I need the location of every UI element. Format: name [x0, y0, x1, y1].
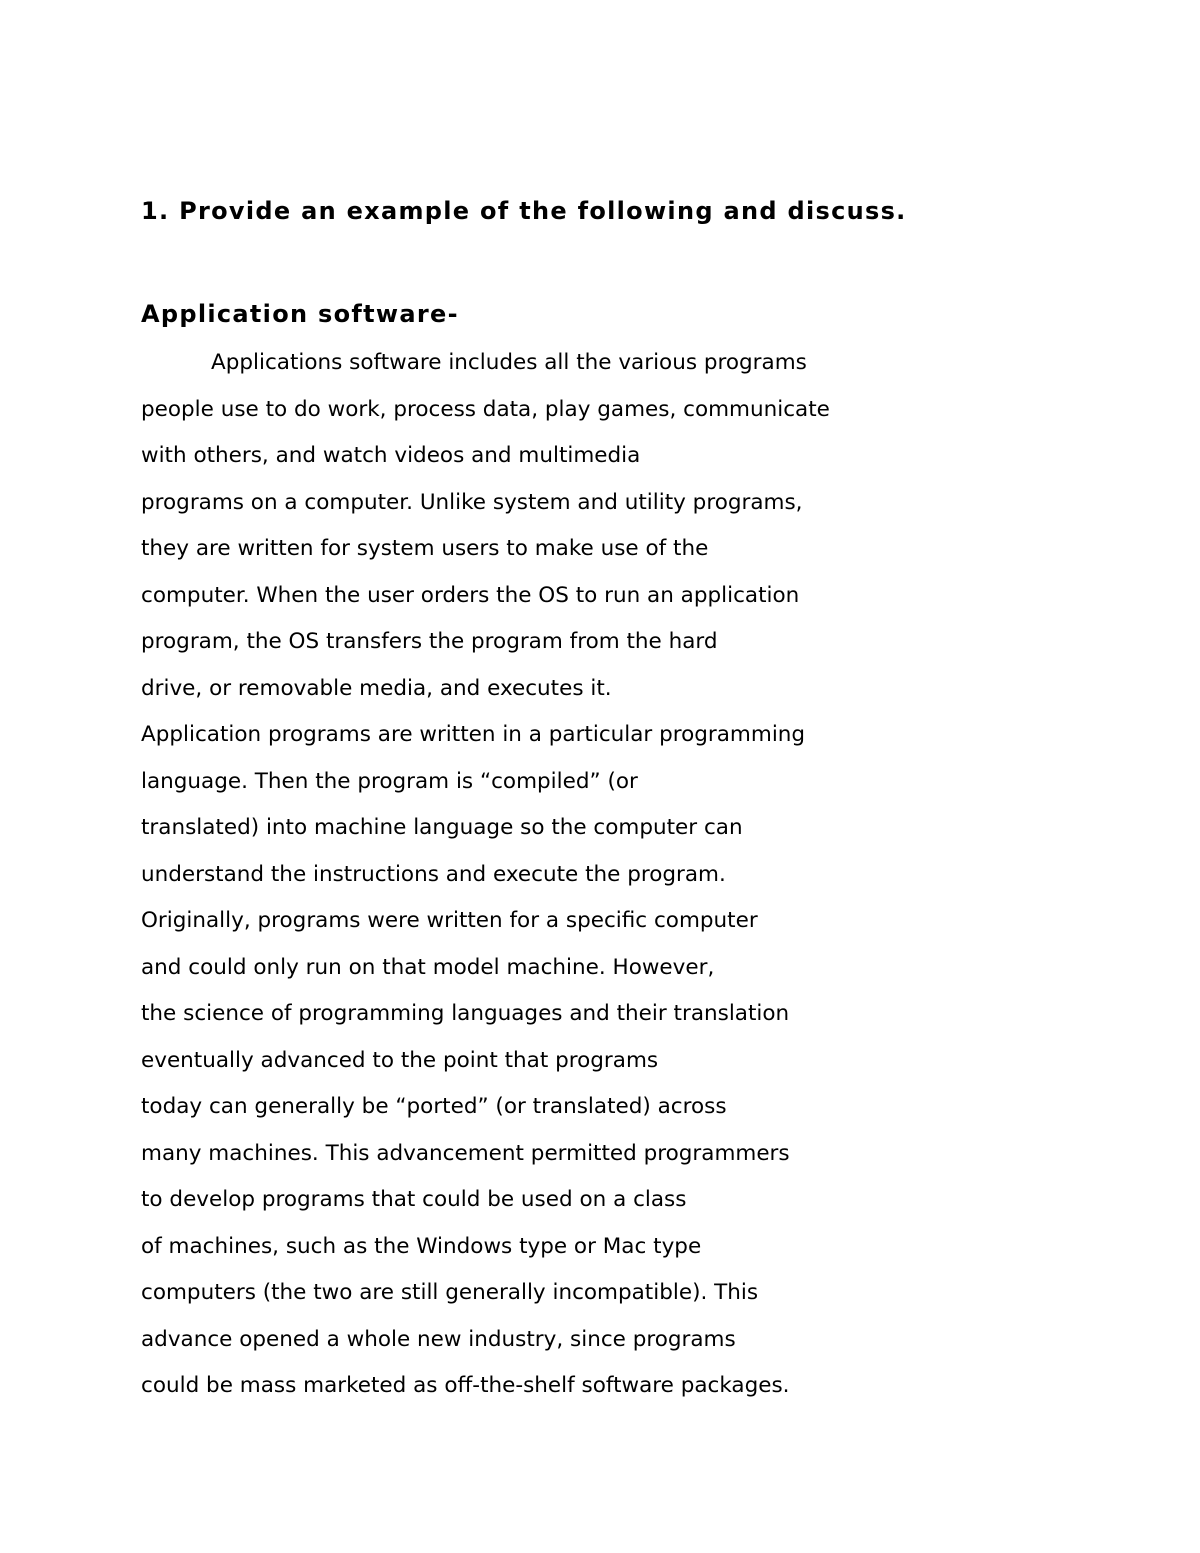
text-line: the science of programming languages and their translation	[141, 1001, 790, 1026]
text-line: with others, and watch videos and multimedia	[141, 443, 641, 468]
text-line: understand the instructions and execute the program.	[141, 861, 726, 887]
text-line: advance opened a whole new industry, since programs	[141, 1326, 736, 1352]
text-line: drive, or removable media, and executes it.	[141, 675, 612, 701]
text-line: Application programs are written in a particular programming	[141, 722, 806, 747]
text-line: people use to do work, process data, play games, communicate	[141, 396, 830, 422]
question-title: 1. Provide an example of the following and discuss.	[141, 197, 907, 225]
text-line: and could only run on that model machine. However,	[141, 954, 715, 980]
text-line: Originally, programs were written for a specific computer	[141, 908, 758, 933]
text-line: they are written for system users to make use of the	[141, 536, 709, 561]
text-line: of machines, such as the Windows type or Mac type	[141, 1233, 702, 1259]
text-line: program, the OS transfers the program from the hard	[141, 629, 718, 654]
section-heading: Application software-	[141, 300, 459, 328]
text-line: could be mass marketed as off-the-shelf software packages.	[141, 1373, 790, 1398]
text-line: language. Then the program is “compiled” (or	[141, 768, 638, 794]
text-line: today can generally be “ported” (or translated) across	[141, 1094, 727, 1119]
text-line: computer. When the user orders the OS to run an application	[141, 582, 800, 608]
text-line: computers (the two are still generally incompatible). This	[141, 1280, 759, 1305]
text-line: many machines. This advancement permitted programmers	[141, 1140, 790, 1166]
text-line: eventually advanced to the point that programs	[141, 1047, 659, 1073]
text-line: Applications software includes all the various programs	[211, 350, 807, 375]
body-text	[141, 345, 1101, 1415]
text-line: translated) into machine language so the computer can	[141, 815, 743, 840]
text-line: programs on a computer. Unlike system and utility programs,	[141, 489, 803, 515]
text-line: to develop programs that could be used on a class	[141, 1187, 687, 1212]
